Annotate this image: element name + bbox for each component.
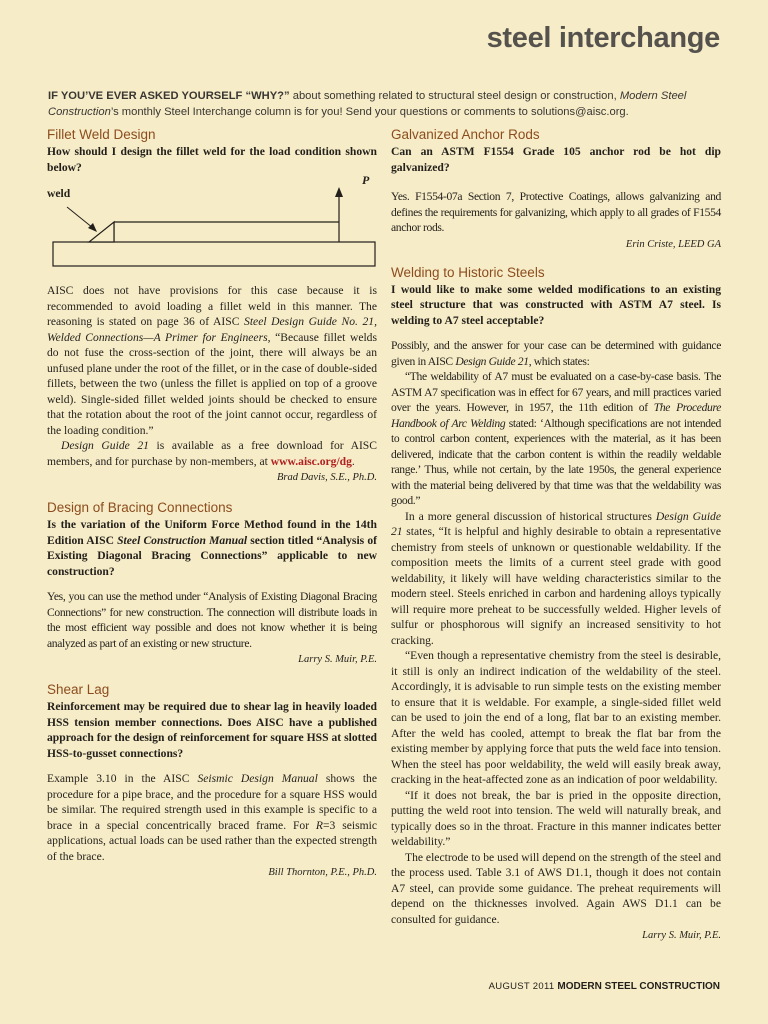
question: I would like to make some welded modifications to an existing steel structure that was constructed with ASTM A7 steel. Is welding to A7 steel acceptable? [391, 282, 721, 327]
base-plate [53, 242, 375, 266]
answer-quote: “The weldability of A7 must be evaluated on a case-by-case basis. The ASTM A7 specification was in effect for 67 years, and mill practices varied over the years. However, in 1957, the 11th edition of The Procedure Handbook of Arc Welding stated: ‘Although specifications are not intended to control carbon content, experiences with the material, as it has been delivered, indicate that the carbon content is within the readily weldable range.’ Thus, while not certain, by the late 1950s, the general experience with the material being delivered by that time was that the weldability was good.” [391, 370, 721, 507]
answer-paragraph: In a more general discussion of historical structures Design Guide 21 states, “It is helpful and highly desirable to obtain a representative chemistry from steels of unknown or questionable weldability. If the composition meets the limits of a current steel grade with good weldability, it likely will have welding characteristics similar to the modern steel. Steels enriched in carbon and hardening alloys typically will require more preheat to be successfully welded. Higher levels of sulfur or phosphorous will signify an increased sensitivity to hot cracking. [391, 509, 721, 647]
magazine-name: Modern Steel Construction [48, 90, 687, 118]
section-heading: Fillet Weld Design [47, 127, 156, 142]
bracing-section [47, 499, 377, 667]
weld-arrowhead [88, 223, 97, 232]
issue-date: AUGUST 2011 [488, 981, 555, 992]
historic-steels-section [391, 264, 721, 944]
author-signature: Larry S. Muir, P.E. [298, 654, 377, 665]
question: How should I design the fillet weld for the load condition shown below? [47, 145, 377, 174]
section-heading: Shear Lag [47, 682, 110, 697]
left-column [47, 126, 377, 894]
author-signature: Larry S. Muir, P.E. [642, 930, 721, 941]
answer: AISC does not have provisions for this case because it is recommended to avoid loading a fillet weld in this manner. The reasoning is stated on page 36 of AISC Steel Design Guide No. 21, Welded Connections—A Primer for Engineers, “Because fillet welds do not fuse the cross-section of the joint, there will always be an unfused plane under the root of the fillet, or in the case of double-sided fillets, between the two (unless the fillet is applied on top of a groove weld). Single-sided fillet welded joints should be checked to ensure that the rotation about the root of the joint cannot occur, regardless of the loading condition.” [47, 284, 377, 437]
question: Is the variation of the Uniform Force Method found in the 14th Edition AISC Steel Construction Manual section titled “Analysis of Existing Diagonal Bracing Connections” applicable to new construction? [47, 518, 377, 578]
weld-drawing [47, 181, 377, 273]
section-heading: Design of Bracing Connections [47, 500, 233, 515]
design-guide-link[interactable]: www.aisc.org/dg [270, 454, 352, 468]
question: Reinforcement may be required due to shear lag in heavily loaded HSS tension member connections. Does AISC have a published approach for the design of reinforcement for square HSS at slotted HSS-to-gusset connections? [47, 700, 377, 760]
answer-intro: Possibly, and the answer for your case can be determined with guidance given in AISC Design Guide 21, which states: [391, 339, 721, 368]
answer: Example 3.10 in the AISC Seismic Design Manual shows the procedure for a pipe brace, and the procedure for a square HSS would be similar. The required strength used in this example is specific to a brace in a special concentrically braced frame. For R=3 seismic applications, actual loads can be used rather than the expected strength of the brace. [47, 772, 377, 863]
answer: Yes. F1554-07a Section 7, Protective Coatings, allows galvanizing and defines the requirements for galvanizing, which apply to all grades of F1554 anchor rods. [391, 190, 721, 234]
answer-paragraph: “If it does not break, the bar is pried in the opposite direction, putting the weld root into tension. The weld will naturally break, and typically does so in the throat. Fracture in this manner indicates better weldability.” [391, 788, 721, 848]
author-signature: Erin Criste, LEED GA [625, 238, 721, 250]
fillet-weld-section [47, 126, 377, 485]
section-heading: Galvanized Anchor Rods [391, 127, 540, 142]
answer: Yes, you can use the method under “Analysis of Existing Diagonal Bracing Connections” for new construction. The connection will distribute loads in the most efficient way possible and does not know whether it is being analyzed as part of an existing or new structure. [47, 590, 377, 650]
weld-label: weld [47, 187, 71, 200]
answer-paragraph: The electrode to be used will depend on the strength of the steel and the process used. Table 3.1 of AWS D1.1, though it does not contain A7 steel, can provide some guidance. The preheat requirements will depend on the thicknesses involved. Again AWS D1.1 can be consulted for guidance. [391, 850, 721, 926]
load-label: P [362, 173, 370, 187]
shear-lag-section [47, 681, 377, 880]
page-footer [489, 981, 720, 992]
author-signature: Brad Davis, S.E., Ph.D. [276, 472, 377, 483]
footer-magazine: MODERN STEEL CONSTRUCTION [557, 981, 720, 992]
right-column [391, 126, 721, 957]
intro-paragraph: IF YOU’VE EVER ASKED YOURSELF “WHY?” about something related to structural steel design or construction, Modern Steel Construction’s monthly Steel Interchange column is for you! Send your questions or comments to solutions@aisc.org. [48, 90, 687, 118]
author-signature: Bill Thornton, P.E., Ph.D. [268, 867, 377, 878]
load-arrowhead [335, 187, 343, 197]
section-heading: Welding to Historic Steels [391, 264, 545, 280]
answer-continued: Design Guide 21 is available as a free download for AISC members, and for purchase by non-members, at www.aisc.org/dg. [47, 439, 377, 468]
question: Can an ASTM F1554 Grade 105 anchor rod be hot dip galvanized? [391, 145, 721, 174]
fillet-weld-diagram [47, 173, 377, 273]
intro-caps: IF YOU’VE EVER ASKED YOURSELF “WHY?” [48, 90, 290, 103]
galvanized-section [391, 126, 721, 252]
answer-paragraph: “Even though a representative chemistry from the steel is desirable, it still is only an indirect indication of the weldability of the steel. Accordingly, it is advisable to run simple tests on the existing member to ensure that it is weldable. For example, a single-sided fillet weld can be used to join the end of a long, flat bar to an existing member. After the weld has cooled, attempt to break the flat bar from the existing member by applying force that puts the weld face into tension. When the steel has poor weldability, the weld will easily break away, cracking in the heat-affected zone as an indication of poor weldability. [391, 649, 721, 786]
column-title: steel interchange [486, 22, 720, 54]
weld-pointer [67, 207, 93, 228]
